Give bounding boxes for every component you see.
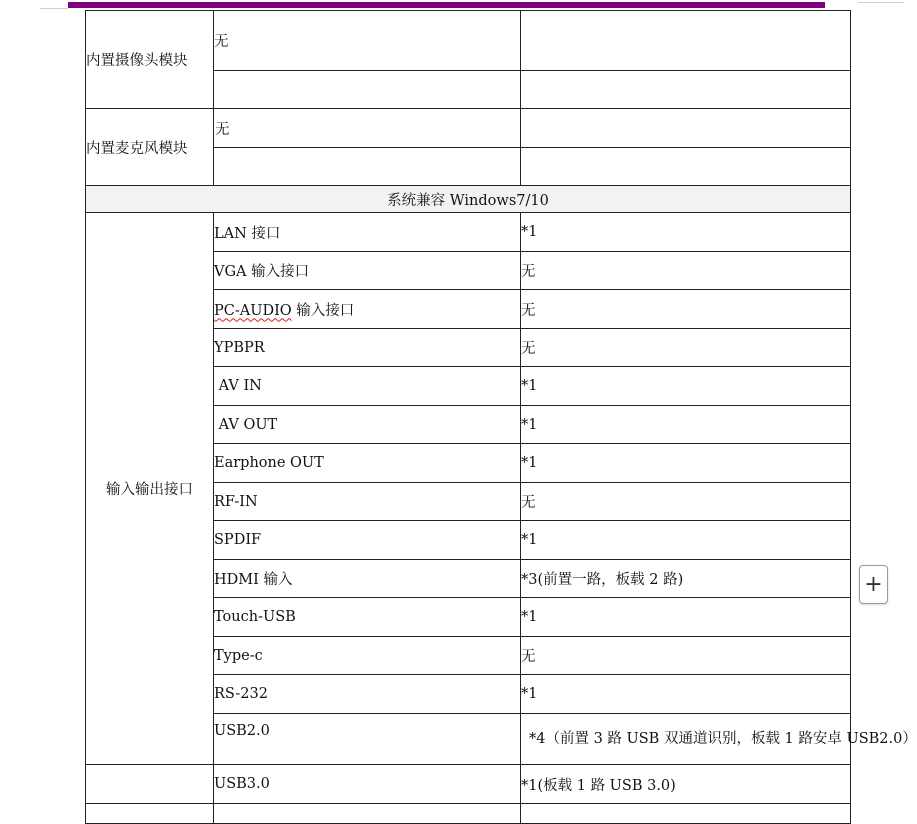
category-mic: 内置麦克风模块	[86, 109, 214, 186]
io-value: *1	[521, 213, 851, 252]
io-item: RS-232	[214, 675, 521, 714]
io-value: 无	[521, 637, 851, 675]
empty-cell	[214, 71, 521, 109]
usb3-item: USB3.0	[214, 765, 521, 804]
io-value: 无	[521, 329, 851, 367]
system-compat-heading: 系统兼容 Windows7/10	[86, 186, 851, 213]
io-item: AV OUT	[214, 406, 521, 444]
io-item: HDMI 输入	[214, 560, 521, 598]
io-item	[214, 290, 521, 329]
camera-value: 无	[214, 11, 521, 71]
io-item: Touch-USB	[214, 598, 521, 637]
io-value: *1	[521, 521, 851, 560]
page-edge-line-right	[858, 0, 904, 3]
io-value: *4（前置 3 路 USB 双通道识别，板载 1 路安卓 USB2.0）	[521, 714, 851, 765]
io-value: *3(前置一路，板载 2 路)	[521, 560, 851, 598]
page-edge-line	[40, 8, 68, 9]
spellcheck-underlined-text: PC-AUDIO	[214, 302, 292, 319]
io-value: *1	[521, 367, 851, 406]
category-camera: 内置摄像头模块	[86, 11, 214, 109]
io-item: USB2.0	[214, 714, 521, 765]
camera-note	[521, 11, 851, 71]
io-item-suffix: 输入接口	[291, 302, 355, 319]
empty-cell	[521, 804, 851, 824]
table-row-io	[86, 213, 851, 252]
empty-cell	[521, 71, 851, 109]
empty-cell	[521, 148, 851, 186]
table-row-usb3	[86, 765, 851, 804]
io-value: *1	[521, 598, 851, 637]
table-row-camera-1	[86, 11, 851, 71]
io-item: Type-c	[214, 637, 521, 675]
io-value: 无	[521, 252, 851, 290]
io-value: *1	[521, 675, 851, 714]
empty-cell	[86, 804, 214, 824]
io-item: SPDIF	[214, 521, 521, 560]
mic-value-text: 无	[215, 121, 230, 138]
table-row-compat	[86, 186, 851, 213]
plus-icon: +	[864, 572, 883, 597]
empty-cell	[214, 804, 521, 824]
usb3-value: *1(板载 1 路 USB 3.0)	[521, 765, 851, 804]
mic-note	[521, 109, 851, 148]
mic-value	[214, 109, 521, 148]
io-item: LAN 接口	[214, 213, 521, 252]
io-value: 无	[521, 290, 851, 329]
io-item: YPBPR	[214, 329, 521, 367]
io-item: AV IN	[214, 367, 521, 406]
table-row-partial	[86, 804, 851, 824]
empty-category-cell	[86, 765, 214, 804]
io-value: *1	[521, 444, 851, 483]
io-item: VGA 输入接口	[214, 252, 521, 290]
io-item: RF-IN	[214, 483, 521, 521]
category-io: 输入输出接口	[86, 213, 214, 765]
spec-table	[85, 10, 917, 824]
add-row-button[interactable]	[859, 565, 888, 604]
empty-cell	[214, 148, 521, 186]
io-value: *1	[521, 406, 851, 444]
table-row-mic-1	[86, 109, 851, 148]
io-value: 无	[521, 483, 851, 521]
io-item: Earphone OUT	[214, 444, 521, 483]
header-accent-bar	[68, 2, 825, 8]
